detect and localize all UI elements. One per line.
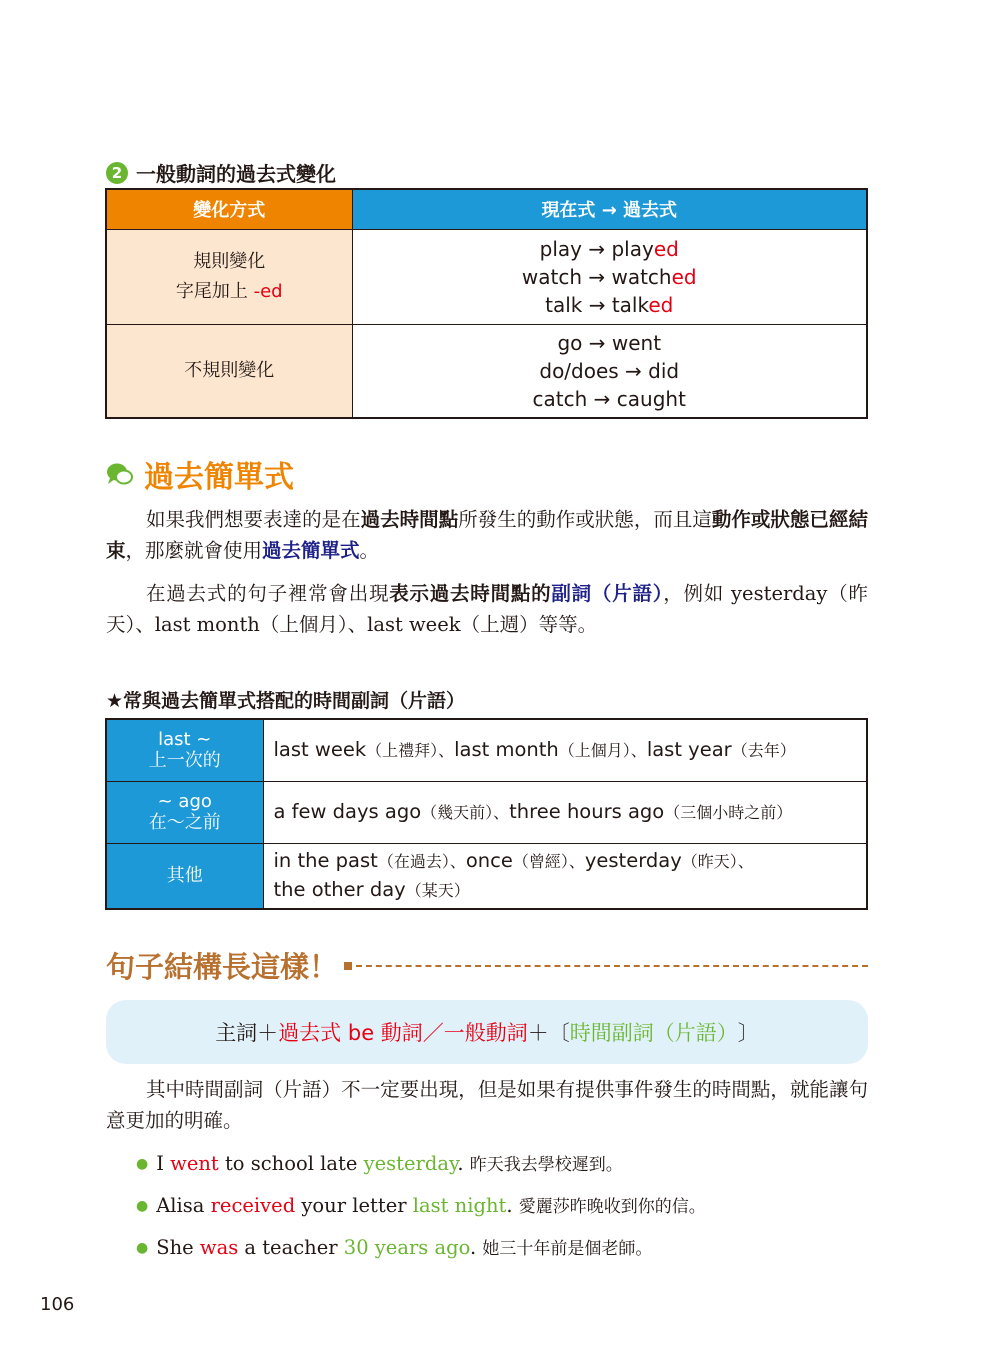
example-run: .: [470, 1236, 483, 1259]
section-number-badge: 2: [106, 162, 128, 184]
method-cell-irregular: [106, 324, 352, 418]
bullet-icon: ●: [136, 1240, 149, 1256]
example-run: to school late: [218, 1152, 364, 1175]
example-run: a teacher: [238, 1236, 344, 1259]
bullet-icon: ●: [136, 1156, 149, 1172]
adverb-table-heading: ★常與過去簡單式搭配的時間副詞（片語）: [106, 690, 466, 712]
value-cell-other: in the past（在過去）、once（曾經）、yesterday（昨天）、 the other day（某天）: [263, 843, 867, 909]
example-sentence: [136, 1150, 623, 1175]
header-method: 變化方式: [106, 189, 352, 229]
form-item: watch → watched: [521, 264, 697, 289]
text-run: ，那麼就會使用: [125, 539, 263, 562]
dashed-divider: [356, 965, 868, 967]
table-row: [106, 843, 867, 909]
method-cell-regular: [106, 229, 352, 324]
value-cell-ago: a few days ago（幾天前）、three hours ago（三個小時之前）: [263, 781, 867, 843]
page-number: 106: [40, 1294, 75, 1315]
text-run: 副詞（片語）: [551, 582, 664, 605]
structure-title: 句子結構長這樣！: [106, 950, 339, 984]
formula-part: 過去式 be 動詞／一般動詞: [278, 1021, 528, 1045]
table-row: [106, 229, 867, 324]
section-title: 一般動詞的過去式變化: [136, 162, 336, 186]
example-run: went: [170, 1152, 219, 1175]
intro-paragraph: [106, 504, 868, 566]
text-run: ，例如 yesterday（昨天）、last month（上個月）、last week（上週）等等。: [106, 582, 868, 636]
key-cell-other: 其他: [106, 843, 263, 909]
key-cell-ago: ~ ago 在～之前: [106, 781, 263, 843]
form-item: do/does → did: [539, 358, 680, 383]
structure-heading: [106, 945, 868, 986]
example-run: Alisa: [156, 1194, 211, 1217]
example-run: 昨天我去學校遲到。: [469, 1155, 623, 1175]
verb-change-table: [105, 188, 868, 419]
example-sentence: [136, 1192, 706, 1217]
formula-part: 主詞＋: [215, 1021, 279, 1045]
section-heading: [106, 158, 336, 187]
text-run: 過去簡單式: [262, 539, 360, 562]
simple-past-title: [106, 452, 294, 496]
table-row: [106, 324, 867, 418]
example-run: last night: [412, 1194, 507, 1217]
method-label: 不規則變化: [184, 359, 275, 381]
text-run: 在過去式的句子裡常會出現: [146, 582, 390, 605]
example-run: .: [457, 1152, 470, 1175]
formula-part: ＋〔: [527, 1021, 570, 1045]
formula-part: 〕: [737, 1021, 759, 1045]
key-cell-last: last ~ 上一次的: [106, 719, 263, 781]
forms-cell-regular: [352, 229, 867, 324]
forms-cell-irregular: [352, 324, 867, 418]
simple-past-title-text: 過去簡單式: [144, 460, 294, 495]
time-adverb-table: [105, 718, 868, 910]
speech-bubble-icon: [106, 461, 134, 487]
example-run: was: [199, 1236, 239, 1259]
value-cell-last: last week（上禮拜）、last month（上個月）、last year（去年）: [263, 719, 867, 781]
example-run: .: [506, 1194, 519, 1217]
example-run: your letter: [295, 1194, 413, 1217]
example-run: 30 years ago: [343, 1236, 471, 1259]
method-label: 規則變化: [193, 250, 266, 272]
table-row: [106, 781, 867, 843]
example-run: yesterday: [363, 1152, 458, 1175]
adverb-paragraph: [106, 578, 868, 640]
text-run: 過去時間點: [360, 508, 459, 531]
example-run: I: [156, 1152, 171, 1175]
form-item: play → played: [539, 236, 679, 261]
text-run: 。: [359, 539, 380, 562]
formula-box: [106, 1000, 868, 1064]
formula-part: 時間副詞（片語）: [569, 1021, 738, 1045]
example-run: 愛麗莎昨晚收到你的信。: [518, 1197, 706, 1217]
structure-paragraph: 其中時間副詞（片語）不一定要出現，但是如果有提供事件發生的時間點，就能讓句意更加的明確。: [106, 1078, 868, 1132]
form-item: talk → talked: [545, 292, 674, 317]
text-run: 所發生的動作或狀態，而且這: [458, 508, 712, 531]
header-forms: 現在式 → 過去式: [352, 189, 867, 229]
method-detail: 字尾加上 -ed: [175, 280, 283, 302]
text-run: 如果我們想要表達的是在: [146, 508, 361, 531]
text-run: 動作或狀態已經結束: [106, 508, 868, 562]
bullet-icon: ●: [136, 1198, 149, 1214]
example-run: 她三十年前是個老師。: [482, 1239, 653, 1259]
example-run: She: [156, 1236, 200, 1259]
table-row: [106, 719, 867, 781]
heading-marker: [344, 962, 352, 970]
text-run: 表示過去時間點的: [389, 582, 552, 605]
example-sentence: [136, 1234, 652, 1259]
form-item: go → went: [557, 330, 662, 355]
example-run: received: [210, 1194, 296, 1217]
form-item: catch → caught: [532, 386, 686, 411]
example-list: [136, 1150, 876, 1260]
